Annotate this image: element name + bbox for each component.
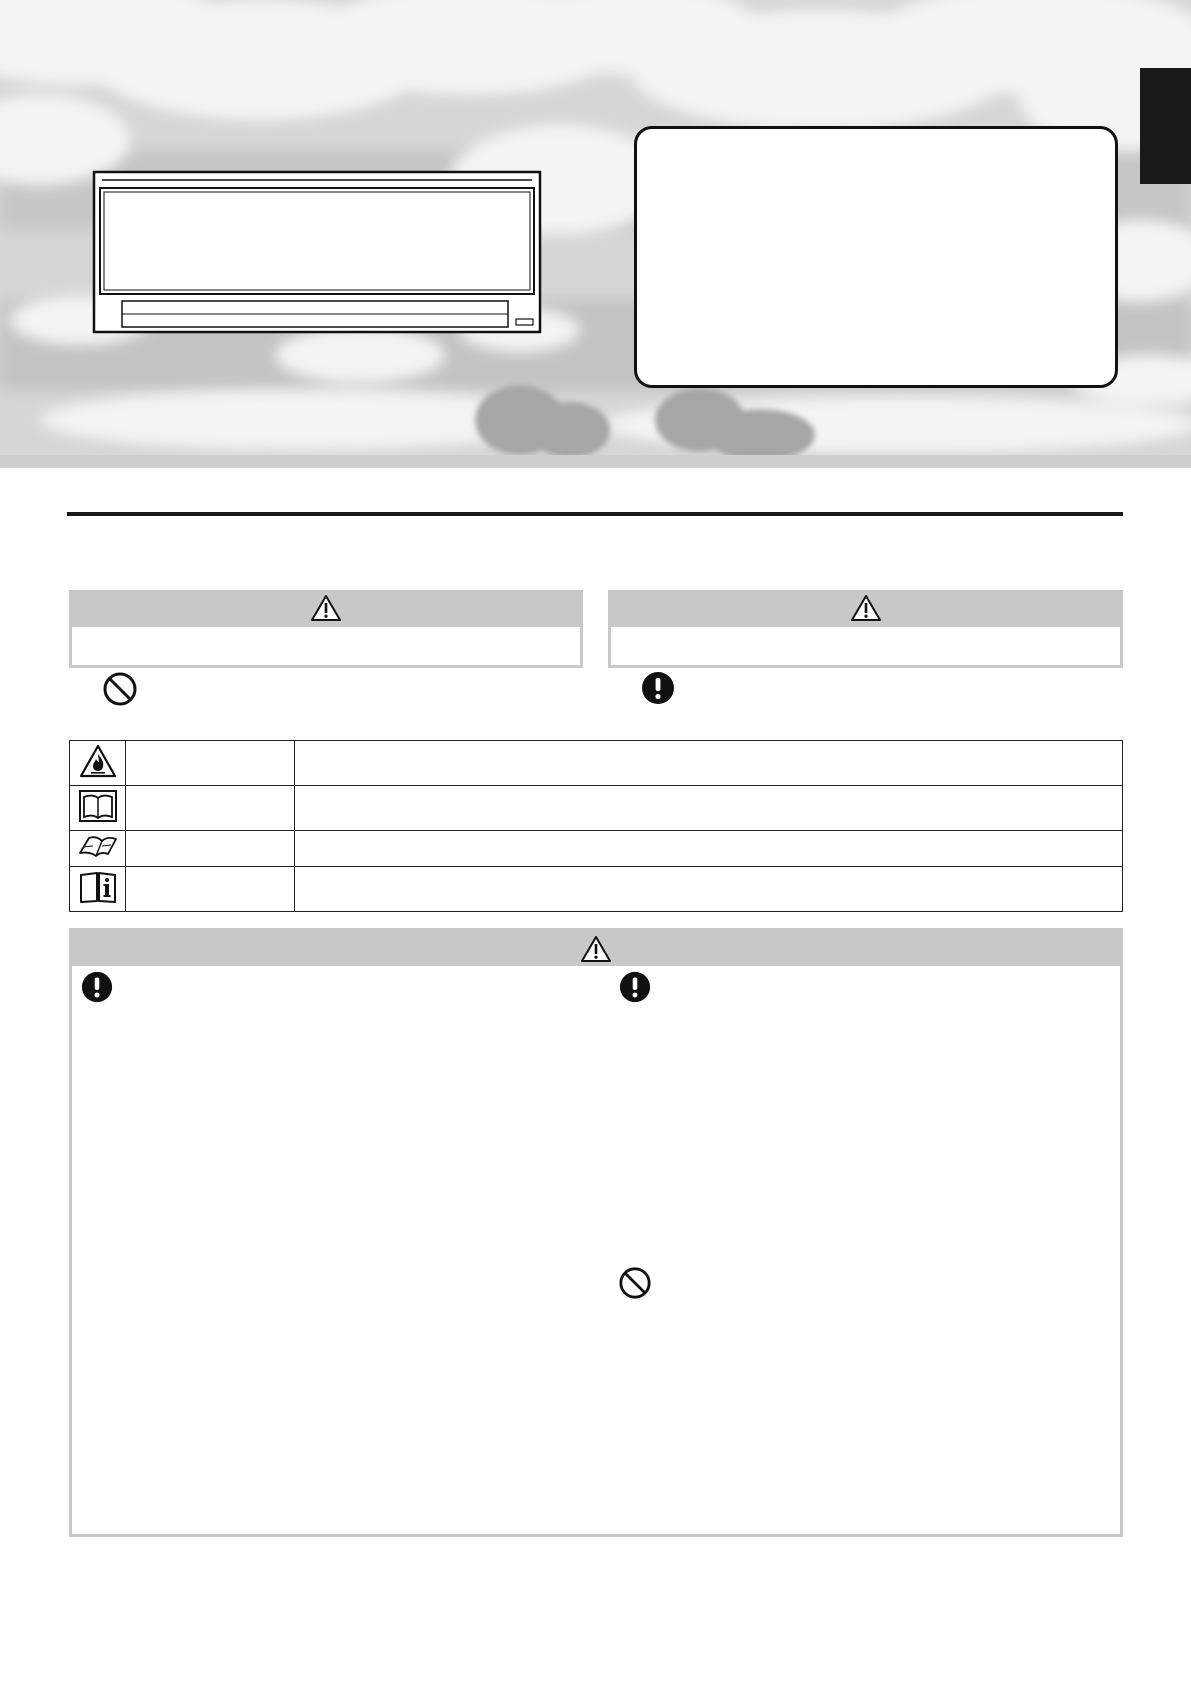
air-conditioner-unit xyxy=(94,172,540,332)
mandatory-action-icon xyxy=(80,970,114,1004)
prohibition-icon xyxy=(618,1266,652,1300)
information-manual-icon xyxy=(78,870,118,904)
table-cell-name xyxy=(126,786,295,831)
warning-section-header xyxy=(72,931,1120,966)
table-cell-name xyxy=(126,741,295,786)
language-tab-marker xyxy=(1140,68,1191,184)
mandatory-action-icon xyxy=(618,970,652,1004)
signal-box-header xyxy=(69,590,583,626)
section-title-rule xyxy=(67,512,1123,516)
mandatory-action-icon xyxy=(640,670,676,706)
table-cell-icon xyxy=(70,867,126,912)
table-cell-description xyxy=(295,867,1123,912)
flammable-material-icon xyxy=(78,743,118,779)
warning-section xyxy=(69,928,1123,1537)
signal-box-right xyxy=(608,590,1123,668)
table-row xyxy=(70,867,1123,912)
table-row xyxy=(70,741,1123,786)
table-row xyxy=(70,786,1123,831)
signal-box-body xyxy=(72,627,580,665)
table-cell-description xyxy=(295,831,1123,867)
signal-box-body xyxy=(611,627,1120,665)
signal-box-header xyxy=(608,590,1123,626)
signal-box-left xyxy=(69,590,583,668)
table-cell-description xyxy=(295,741,1123,786)
table-row xyxy=(70,831,1123,867)
model-info-box xyxy=(634,126,1118,388)
table-cell-icon xyxy=(70,831,126,867)
prohibition-icon xyxy=(102,671,138,707)
read-manual-icon xyxy=(78,789,118,823)
warning-triangle-icon xyxy=(310,594,342,622)
symbol-legend-table xyxy=(69,740,1123,912)
warning-triangle-icon xyxy=(580,935,612,963)
table-cell-name xyxy=(126,867,295,912)
table-cell-name xyxy=(126,831,295,867)
table-cell-icon xyxy=(70,741,126,786)
warning-triangle-icon xyxy=(850,594,882,622)
table-cell-icon xyxy=(70,786,126,831)
refer-to-manual-icon xyxy=(77,833,119,859)
table-cell-description xyxy=(295,786,1123,831)
